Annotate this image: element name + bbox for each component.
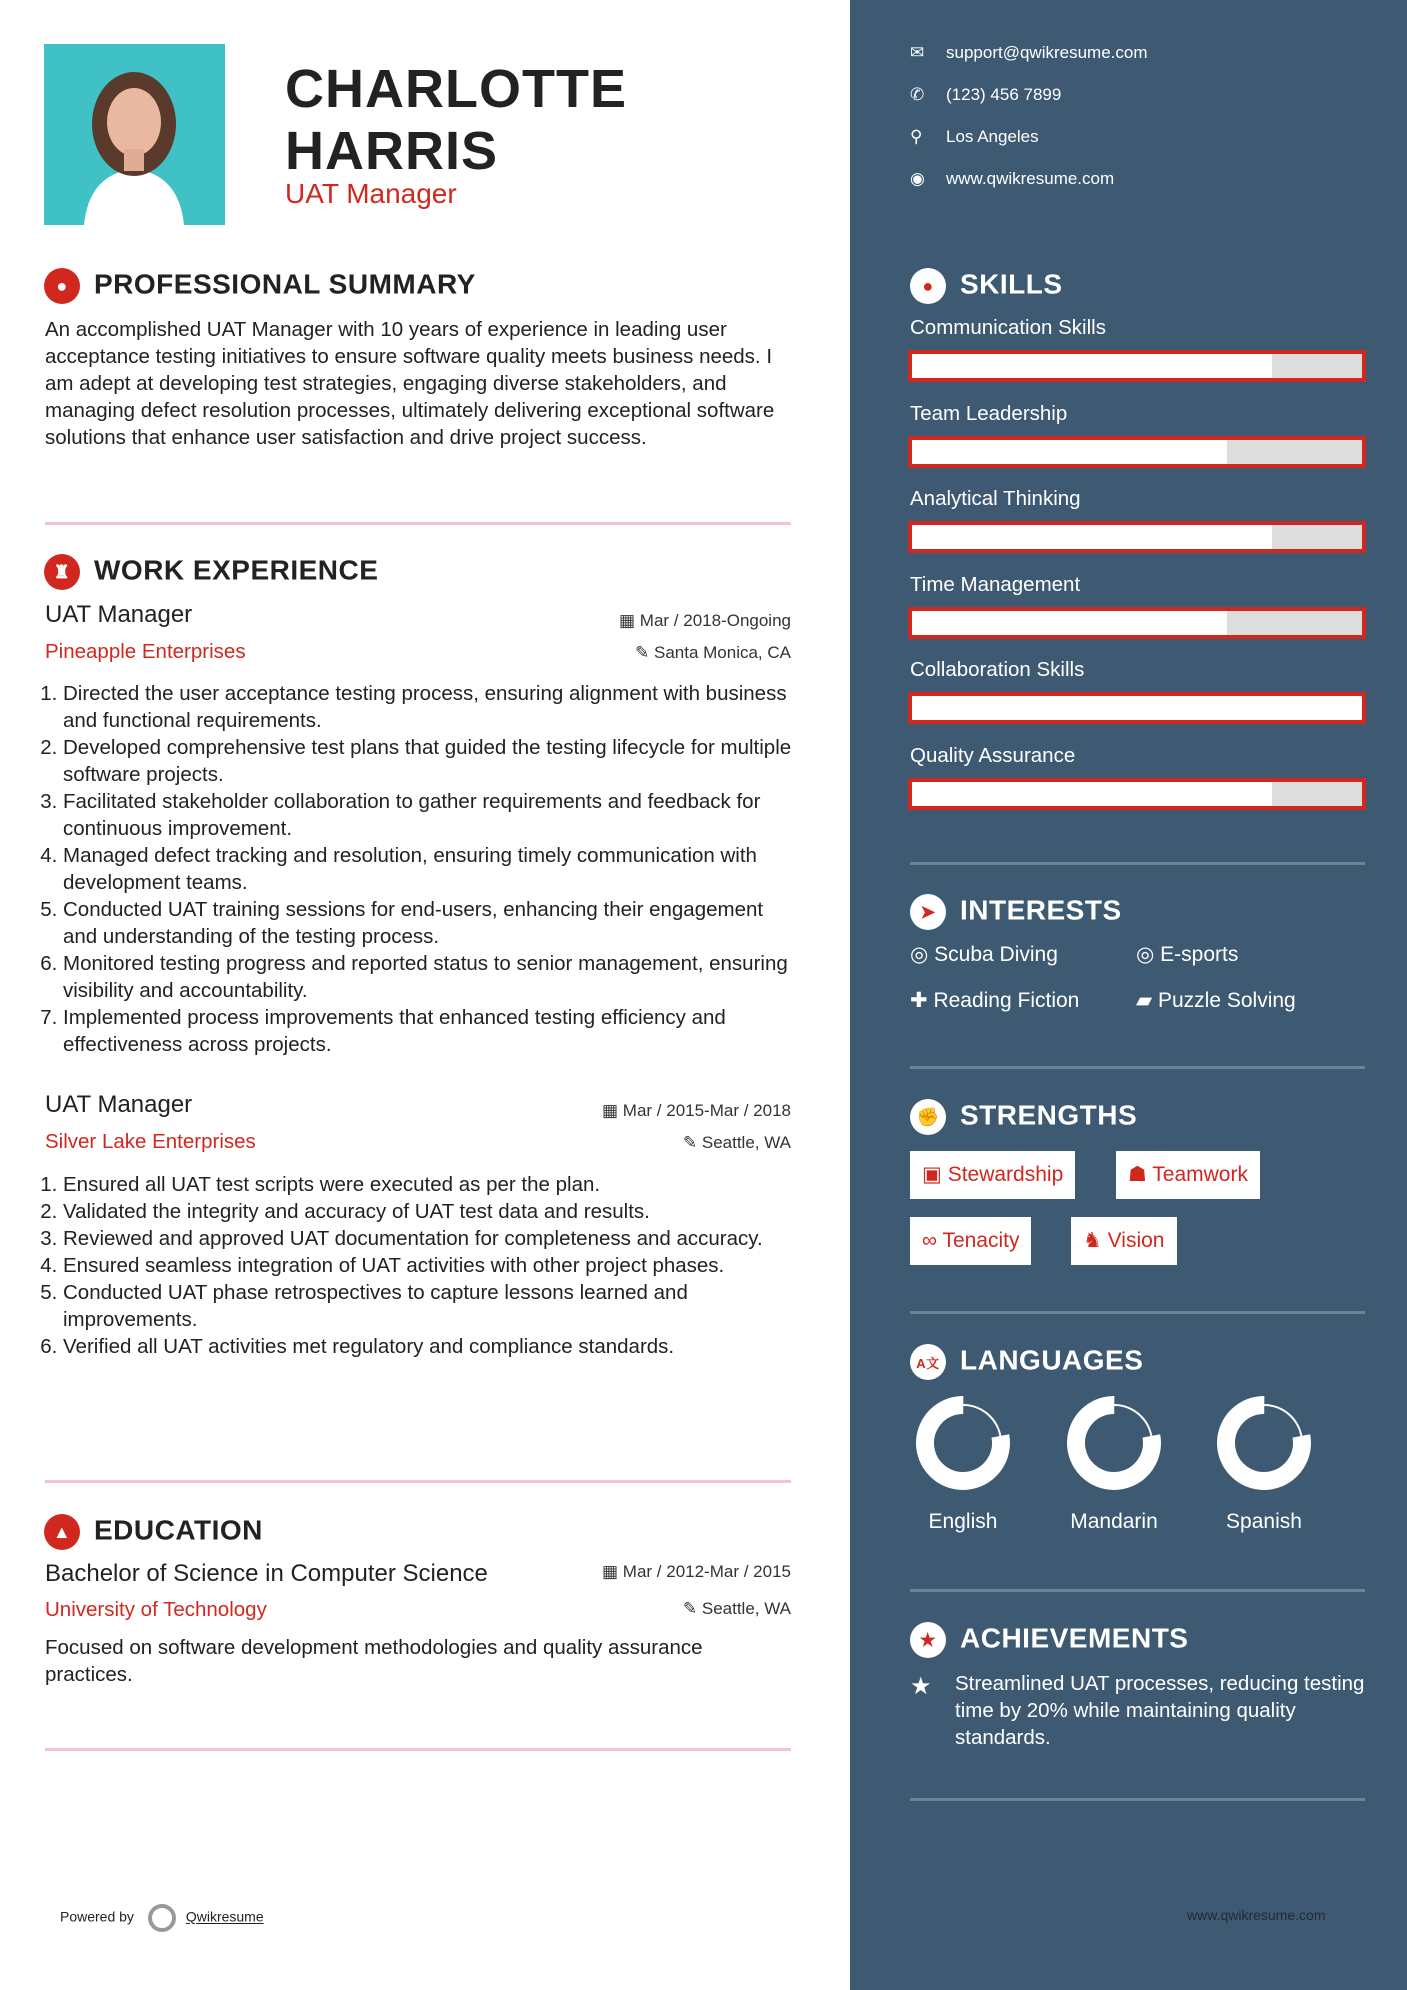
achievements-heading-text: ACHIEVEMENTS <box>960 1622 1189 1654</box>
skill-label: Quality Assurance <box>910 743 1076 767</box>
calendar-icon: ▦ <box>619 611 640 630</box>
translate-icon: A文 <box>910 1344 946 1380</box>
interest-label: Puzzle Solving <box>1157 989 1296 1012</box>
life-ring-icon: ◎ <box>910 943 935 966</box>
first-name: CHARLOTTE <box>285 59 627 119</box>
profile-photo <box>44 44 225 225</box>
company: Silver Lake Enterprises <box>45 1130 256 1153</box>
job-location-text: Seattle, WA <box>701 1133 791 1152</box>
strengths-heading-text: STRENGTHS <box>960 1099 1138 1131</box>
education-heading <box>44 1514 263 1550</box>
interest-item <box>910 942 1058 967</box>
list-item: 4. Managed defect tracking and resolution, ensuring timely communication with development teams. <box>63 842 795 896</box>
education-location <box>683 1599 791 1619</box>
candidate-name <box>285 58 627 182</box>
job-date <box>619 611 791 631</box>
list-item: 3. Reviewed and approved UAT documentation for completeness and accuracy. <box>63 1225 795 1252</box>
interests-heading <box>910 894 1122 930</box>
job-title: UAT Manager <box>285 178 457 209</box>
divider <box>45 522 791 525</box>
list-item: 1. Directed the user acceptance testing process, ensuring alignment with business and functional requirements. <box>63 680 795 734</box>
list-item: 6. Verified all UAT activities met regulatory and compliance standards. <box>63 1333 795 1360</box>
interest-label: E-sports <box>1160 943 1239 966</box>
interests-heading-text: INTERESTS <box>960 894 1122 926</box>
job-location <box>635 643 791 663</box>
education-heading-text: EDUCATION <box>94 1514 263 1546</box>
interest-label: Scuba Diving <box>934 943 1058 966</box>
skill-bar-fill <box>912 525 1272 549</box>
powered-by-text: Powered by <box>60 1908 134 1925</box>
divider <box>910 1589 1365 1592</box>
education-date-text: Mar / 2012-Mar / 2015 <box>622 1562 791 1581</box>
divider <box>45 1480 791 1483</box>
education-date <box>602 1562 791 1582</box>
user-icon: ● <box>44 268 80 304</box>
footer-site[interactable]: www.qwikresume.com <box>1187 1907 1326 1923</box>
list-item: 2. Developed comprehensive test plans that guided the testing lifecycle for multiple software projects. <box>63 734 795 788</box>
star-icon: ★ <box>910 1622 946 1658</box>
calendar-icon: ▦ <box>602 1101 623 1120</box>
divider <box>910 1798 1365 1801</box>
email-text: support@qwikresume.com <box>946 43 1148 62</box>
pin-icon: ✎ <box>682 1599 702 1618</box>
brand-link[interactable]: Qwikresume <box>185 1908 264 1925</box>
language-donut <box>913 1393 1013 1493</box>
strength-tag <box>910 1217 1031 1265</box>
interest-item <box>1136 988 1296 1013</box>
language-label: English <box>928 1510 998 1533</box>
skills-heading-text: SKILLS <box>960 268 1063 300</box>
work-heading-text: WORK EXPERIENCE <box>94 554 379 586</box>
website-text: www.qwikresume.com <box>946 169 1115 188</box>
strength-label: Vision <box>1107 1229 1165 1252</box>
lightbulb-icon: ● <box>910 268 946 304</box>
contact-phone <box>910 85 1061 105</box>
language-donut <box>1064 1393 1164 1493</box>
binoculars-icon: ♞ <box>1083 1229 1108 1252</box>
donut-fill <box>1070 1399 1159 1488</box>
calendar-icon: ▦ <box>602 1562 623 1581</box>
strength-tag <box>1071 1217 1177 1265</box>
location-text: Los Angeles <box>946 127 1039 146</box>
job-location <box>683 1133 791 1153</box>
book-icon: ▰ <box>1136 989 1158 1012</box>
job-title: UAT Manager <box>45 1091 193 1118</box>
skill-bar <box>908 521 1366 553</box>
phone-text: (123) 456 7899 <box>946 85 1062 104</box>
users-icon: ☗ <box>1128 1163 1153 1186</box>
briefcase-icon: ▣ <box>922 1163 948 1186</box>
skill-bar <box>908 607 1366 639</box>
strength-label: Teamwork <box>1152 1163 1248 1186</box>
skill-label: Analytical Thinking <box>910 487 1081 510</box>
divider <box>910 1311 1365 1314</box>
languages-heading <box>910 1344 1143 1380</box>
link-icon: ∞ <box>922 1229 943 1252</box>
powered-by <box>60 1904 264 1932</box>
paper-plane-icon: ➤ <box>910 894 946 930</box>
job-date <box>602 1101 791 1121</box>
divider <box>45 1748 791 1751</box>
phone-icon: ✆ <box>910 85 925 104</box>
summary-heading-text: PROFESSIONAL SUMMARY <box>94 268 476 300</box>
education-text: Focused on software development methodologies and quality assurance practices. <box>45 1636 703 1686</box>
donut-fill <box>919 1399 1008 1488</box>
map-pin-icon: ⚲ <box>910 127 923 146</box>
list-item: 7. Implemented process improvements that enhanced testing efficiency and effectiveness across projects. <box>63 1004 795 1058</box>
list-item: 4. Ensured seamless integration of UAT activities with other project phases. <box>63 1252 795 1279</box>
job-title: UAT Manager <box>45 601 193 628</box>
language-label: Spanish <box>1226 1510 1302 1533</box>
list-item: 5. Conducted UAT phase retrospectives to capture lessons learned and improvements. <box>63 1279 795 1333</box>
languages-heading-text: LANGUAGES <box>960 1344 1144 1376</box>
graduation-icon: ▲ <box>44 1514 80 1550</box>
skill-bar-fill <box>912 440 1227 464</box>
chair-icon: ♜ <box>44 554 80 590</box>
globe-icon: ◉ <box>910 169 925 188</box>
contact-location <box>910 127 1039 147</box>
strength-tag <box>1116 1151 1260 1199</box>
skill-label: Time Management <box>910 572 1081 596</box>
school: University of Technology <box>45 1598 267 1621</box>
job-bullets <box>45 680 795 1058</box>
skill-label: Communication Skills <box>910 316 1106 339</box>
qwikresume-logo-icon <box>148 1904 176 1932</box>
summary-text: An accomplished UAT Manager with 10 years of experience in leading user acceptance testing initiatives to ensure software quality meets business needs. I am adept at developing test strategies, engaging diverse stakeholders, and managing defect resolution processes, ultimately delivering exceptional software solutions that enhance user satisfaction and drive project success. <box>45 318 775 449</box>
last-name: HARRIS <box>285 121 499 181</box>
list-item: 5. Conducted UAT training sessions for end-users, enhancing their engagement and understanding of the testing process. <box>63 896 795 950</box>
skill-bar-fill <box>912 354 1272 378</box>
strength-label: Stewardship <box>947 1163 1064 1186</box>
donut-fill <box>1220 1399 1309 1488</box>
interest-item <box>1136 942 1238 967</box>
list-item: 1. Ensured all UAT test scripts were executed as per the plan. <box>63 1171 795 1198</box>
language-label: Mandarin <box>1070 1510 1158 1533</box>
strength-label: Tenacity <box>942 1229 1020 1252</box>
fist-icon: ✊ <box>910 1099 946 1135</box>
work-heading <box>44 554 378 590</box>
skill-bar <box>908 778 1366 810</box>
achievement-text: Streamlined UAT processes, reducing testing time by 20% while maintaining quality standards. <box>955 1672 1365 1749</box>
envelope-icon: ✉ <box>910 43 925 62</box>
skill-label: Team Leadership <box>910 401 1068 425</box>
summary-heading <box>44 268 476 304</box>
strengths-heading <box>910 1099 1137 1135</box>
strength-tag <box>910 1151 1075 1199</box>
contact-email[interactable] <box>910 43 1148 63</box>
degree: Bachelor of Science in Computer Science <box>45 1560 488 1587</box>
job-bullets <box>45 1171 795 1360</box>
pin-icon: ✎ <box>635 643 654 662</box>
skill-label: Collaboration Skills <box>910 658 1085 681</box>
job-date-text: Mar / 2018-Ongoing <box>639 611 791 630</box>
skills-heading <box>910 268 1063 304</box>
job-location-text: Santa Monica, CA <box>653 643 791 662</box>
achievements-heading <box>910 1622 1188 1658</box>
job-date-text: Mar / 2015-Mar / 2018 <box>622 1101 791 1120</box>
list-item: 6. Monitored testing progress and reported status to senior management, ensuring visibility and accountability. <box>63 950 795 1004</box>
skill-bar <box>908 436 1366 468</box>
skill-bar-fill <box>912 611 1227 635</box>
skill-bar-fill <box>912 782 1272 806</box>
skill-bar <box>908 350 1366 382</box>
divider <box>910 862 1365 865</box>
shooting-star-icon: ★ <box>910 1673 932 1700</box>
language-donut <box>1214 1393 1314 1493</box>
list-item: 2. Validated the integrity and accuracy of UAT test data and results. <box>63 1198 795 1225</box>
interest-label: Reading Fiction <box>933 989 1080 1012</box>
interest-item <box>910 988 1079 1013</box>
divider <box>910 1066 1365 1069</box>
life-ring-icon: ◎ <box>1136 943 1161 966</box>
skill-bar-fill <box>912 696 1362 720</box>
gamepad-icon: ✚ <box>910 989 934 1012</box>
list-item: 3. Facilitated stakeholder collaboration to gather requirements and feedback for continuous improvement. <box>63 788 795 842</box>
pin-icon: ✎ <box>682 1133 702 1152</box>
skill-bar <box>908 692 1366 724</box>
education-location-text: Seattle, WA <box>701 1599 791 1618</box>
company: Pineapple Enterprises <box>45 640 246 663</box>
contact-website[interactable] <box>910 169 1114 189</box>
